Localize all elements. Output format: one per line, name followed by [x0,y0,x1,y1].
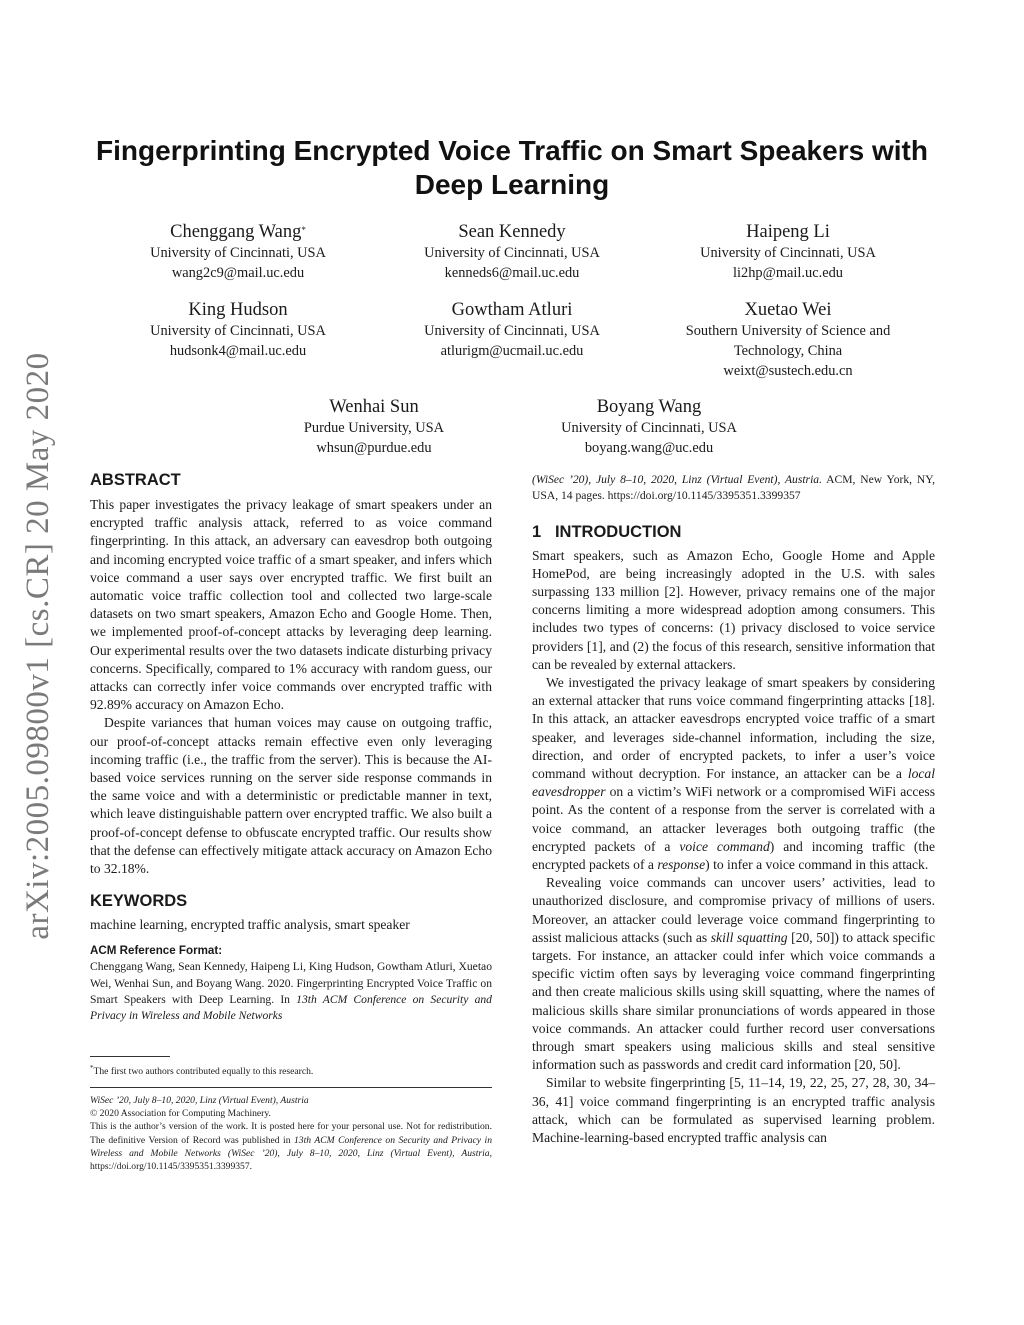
author-name: Haipeng Li [746,222,830,242]
copyright-notice-text: This is the author’s version of the work. It is posted here for your personal use. Not for redistribution. The definitive Version of Record was published in [90,1121,492,1146]
author-email[interactable]: whsun@purdue.edu [316,440,432,456]
author-email[interactable]: li2hp@mail.uc.edu [733,265,843,281]
footnote-text: The first two authors contributed equally to this research. [93,1066,314,1078]
copyright-rule [90,1087,492,1088]
author-name: King Hudson [188,300,288,320]
author-block [382,298,642,361]
intro-text: on a victim’s WiFi network or a compromised WiFi access point. As the content of a response from the server is correlated with a voice command, an attacker leverages both outgoing traffic (the encrypted packets of a [532,784,935,854]
author-affiliation: Southern University of Science and Technology, China [685,323,891,359]
copyright-notice-venue: 13th ACM Conference on Security and Privacy in Wireless and Mobile Networks (WiSec ’20), July 8–10, 2020, Linz (Virtual Event), Austria [90,1134,492,1159]
acm-reference-rest: ACM, New York, NY, USA, 14 pages. https://doi.org/10.1145/3395351.3399357 [532,473,935,503]
author-email[interactable]: boyang.wang@uc.edu [584,440,714,456]
author-block [244,395,504,458]
author-block [658,298,918,381]
author-email[interactable]: weixt@sustech.edu.cn [723,363,853,379]
left-column [90,470,492,1025]
author-email[interactable]: hudsonk4@mail.uc.edu [169,343,307,359]
acm-reference-text [90,959,492,1024]
arxiv-identifier: arXiv:2005.09800v1 [cs.CR] 20 May 2020 [20,352,56,940]
copyright-conference: WiSec ’20, July 8–10, 2020, Linz (Virtual Event), Austria [90,1095,309,1106]
intro-text: Revealing voice commands can uncover users’ activities, lead to unauthorized disclosure, and compromise privacy of millions of users. Moreover, an attacker could leverage voice command fingerprinting to assist malicious attacks (such as [532,875,935,945]
abstract-heading: ABSTRACT [90,471,181,489]
intro-emphasis: local eavesdropper [532,766,935,800]
author-block [108,220,368,283]
author-name: Xuetao Wei [744,300,832,320]
abstract-paragraph: Despite variances that human voices may cause on outgoing traffic, our proof-of-concept attacks remain effective even only leveraging incoming traffic (i.e., the traffic from the server). This is because the AI-based voice services running on the server side response commands in the same voice and with a deterministic or predictable manner in text, which leave distinguishable pattern over encrypted traffic. We also built a proof-of-concept defense to obfuscate encrypted traffic. Our results show that the defense can effectively mitigate attack accuracy on Amazon Echo to 32.18%. [90,715,492,877]
intro-emphasis: voice command [679,838,770,854]
equal-contribution-mark: * [301,225,306,235]
author-affiliation: University of Cincinnati, USA [150,323,326,339]
copyright-block [90,1094,492,1173]
author-name: Wenhai Sun [329,397,419,417]
intro-text: [20, 50]) to attack specific targets. For instance, an attacker could infer which voice commands a specific victim often says by leveraging voice command fingerprinting and then create malicious skills using skill squatting, where the names of malicious skills share similar pronunciations of words appeared in those voice commands. An attacker could further record user conversations through smart speakers using malicious skills and steal sensitive information such as passwords and credit card information [20, 50]. [532,929,935,1073]
author-email[interactable]: wang2c9@mail.uc.edu [171,265,305,281]
author-affiliation: University of Cincinnati, USA [424,245,600,261]
section-title: INTRODUCTION [554,522,682,541]
intro-text: ) to infer a voice command in this attack. [705,857,929,873]
author-email[interactable]: kenneds6@mail.uc.edu [444,265,580,281]
intro-emphasis: skill squatting [710,929,788,945]
intro-paragraph [532,674,935,874]
keywords-text: machine learning, encrypted traffic analysis, smart speaker [90,917,410,933]
author-name: Chenggang Wang [170,222,302,242]
keywords-heading: KEYWORDS [90,892,188,911]
author-affiliation: University of Cincinnati, USA [424,323,600,339]
copyright-notice [90,1120,492,1173]
footnote-mark: * [90,1064,94,1072]
intro-text: ) and incoming traffic (the encrypted packets of a [532,838,935,873]
footnote [90,1062,492,1078]
author-email[interactable]: atlurigm@ucmail.uc.edu [440,343,584,359]
footnote-rule [90,1056,170,1057]
author-affiliation: Purdue University, USA [303,420,445,436]
author-affiliation: University of Cincinnati, USA [150,245,326,261]
acm-reference-heading: ACM Reference Format: [90,944,223,958]
acm-reference-body: Chenggang Wang, Sean Kennedy, Haipeng Li, King Hudson, Gowtham Atluri, Xuetao Wei, Wenhai Sun, and Boyang Wang. 2020. Fingerprinting Encrypted Voice Traffic on Smart Speakers with Deep Learning. In [90,960,492,1007]
acm-reference-venue: 13th ACM Conference on Security and Privacy in Wireless and Mobile Networks [90,993,492,1023]
intro-paragraph: Similar to website fingerprinting [5, 11–14, 19, 22, 25, 27, 28, 30, 34–36, 41] voice command fingerprinting is an encrypted traffic analysis attack, which can be formulated as supervised learning problem. Machine-learning-based encrypted traffic analysis can [532,1075,935,1146]
acm-reference-venue-continued: (WiSec ’20), July 8–10, 2020, Linz (Virtual Event), Austria. [532,473,822,486]
right-column [532,472,935,1147]
intro-text: We investigated the privacy leakage of smart speakers by considering an external attacker that runs voice command fingerprinting attacks [18]. In this attack, an attacker eavesdrops encrypted voice traffic of a smart speaker, and leverages side-channel information, including the size, direction, and order of encrypted packets, to infer a user’s voice command without decryption. For instance, an attacker can be a [532,675,935,782]
author-name: Sean Kennedy [458,222,566,242]
paper-title: Fingerprinting Encrypted Voice Traffic on Smart Speakers with Deep Learning [96,135,928,200]
author-affiliation: University of Cincinnati, USA [700,245,876,261]
copyright-notice-doi[interactable]: , https://doi.org/10.1145/3395351.3399357. [90,1147,492,1173]
acm-reference-continuation [532,472,935,505]
author-block [519,395,779,458]
author-name: Gowtham Atluri [451,300,573,320]
author-block [108,298,368,361]
author-block [658,220,918,283]
intro-emphasis: response [657,857,706,873]
abstract-paragraph: This paper investigates the privacy leakage of smart speakers under an encrypted traffic analysis attack, referred to as voice command fingerprinting. In this attack, an adversary can eavesdrop both outgoing and incoming encrypted voice traffic of a smart speaker, and infers which voice command a user says over encrypted traffic. We first built an automatic voice traffic collection tool and collected two large-scale datasets on two smart speakers, Amazon Echo and Google Home. Then, we implemented proof-of-concept attacks by leveraging deep learning. Our experimental results over the two datasets indicate disturbing privacy concerns. Specifically, compared to 1% accuracy with random guess, our attacks can correctly infer voice commands over encrypted traffic with 92.89% accuracy on Amazon Echo. [90,497,492,713]
intro-paragraph: Smart speakers, such as Amazon Echo, Google Home and Apple HomePod, are being increasingly adopted in the U.S. with sales surpassing 133 million [2]. However, privacy remains one of the major concerns limiting a more widespread adoption among consumers. This includes two types of concerns: (1) privacy disclosed to voice service providers [1], and (2) the focus of this research, sensitive information that can be revealed by external attackers. [532,547,935,672]
copyright-association: © 2020 Association for Computing Machinery. [90,1108,271,1120]
author-affiliation: University of Cincinnati, USA [561,420,737,436]
introduction-heading [532,522,935,542]
section-number: 1 [532,522,542,541]
author-name: Boyang Wang [596,397,702,417]
intro-paragraph [532,874,935,1074]
author-block [382,220,642,283]
